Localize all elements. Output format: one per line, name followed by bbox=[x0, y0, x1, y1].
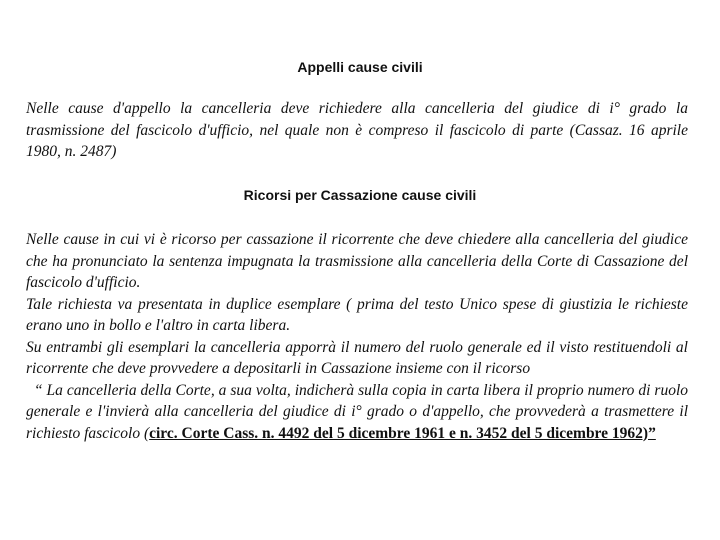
paragraph-ricorsi-2: Tale richiesta va presentata in duplice esemplare ( prima del testo Unico spese di giustizia le richieste erano uno in bollo e l'altro in carta libera. bbox=[26, 295, 688, 334]
section-heading-appelli: Appelli cause civili bbox=[297, 59, 423, 75]
citation-circolare: circ. Corte Cass. n. 4492 del 5 dicembre 1961 e n. 3452 del 5 dicembre 1962)” bbox=[149, 424, 656, 442]
paragraph-ricorsi-3: Su entrambi gli esemplari la cancelleria apporrà il numero del ruolo generale ed il visto restituendoli al ricorrente che deve provvedere a depositarli in Cassazione insieme con il ricorso bbox=[26, 338, 688, 377]
paragraph-ricorsi-4 bbox=[26, 380, 692, 445]
paragraph-ricorsi-4-text: “ La cancelleria della Corte, a sua volta, indicherà sulla copia in carta libera il proprio numero di ruolo generale e l'invierà alla cancelleria del giudice di i° grado o d'appello, che provvederà a trasmettere il richiesto fascicolo ( bbox=[26, 381, 692, 442]
section-heading-ricorsi: Ricorsi per Cassazione cause civili bbox=[243, 187, 477, 203]
paragraph-ricorsi-1: Nelle cause in cui vi è ricorso per cassazione il ricorrente che deve chiedere alla cancelleria del giudice che ha pronunciato la sentenza impugnata la trasmissione alla cancelleria della Corte di Cassazione del fascicolo d'ufficio. bbox=[26, 231, 688, 291]
paragraph-appelli: Nelle cause d'appello la cancelleria deve richiedere alla cancelleria del giudice di i° grado la trasmissione del fascicolo d'ufficio, nel quale non è compreso il fascicolo di parte (Cassaz. 16 aprile 1980, n. 2487) bbox=[26, 100, 688, 160]
ricorsi-text-block bbox=[26, 229, 692, 444]
